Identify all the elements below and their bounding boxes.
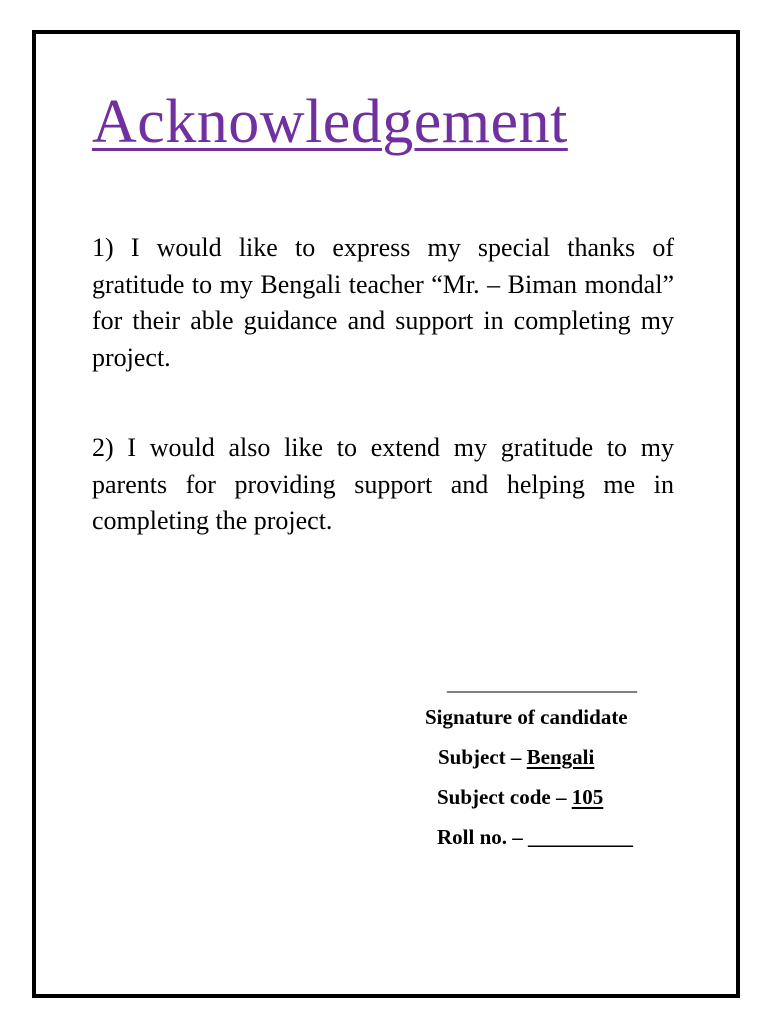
subject-value: Bengali bbox=[526, 745, 595, 769]
roll-value: __________ bbox=[528, 825, 634, 849]
signature-line: ___________________ bbox=[447, 673, 637, 695]
paragraph-teacher-thanks: 1) I would like to express my special thanks of gratitude to my Bengali teacher “Mr. – Biman mondal” for their able guidance and support in completing my project. bbox=[92, 233, 674, 372]
subject-row bbox=[438, 744, 594, 770]
page-title: Acknowledgement bbox=[92, 88, 568, 156]
paragraph-parents-thanks: 2) I would also like to extend my gratitude to my parents for providing support and helping me in completing the project. bbox=[92, 433, 674, 535]
roll-number-row bbox=[437, 824, 633, 850]
subject-label: Subject – bbox=[438, 745, 527, 769]
signature-label: Signature of candidate bbox=[425, 705, 628, 729]
subject-code-label: Subject code – bbox=[437, 785, 572, 809]
subject-code-value: 105 bbox=[571, 785, 604, 809]
roll-label: Roll no. – bbox=[437, 825, 529, 849]
subject-code-row bbox=[437, 784, 603, 810]
